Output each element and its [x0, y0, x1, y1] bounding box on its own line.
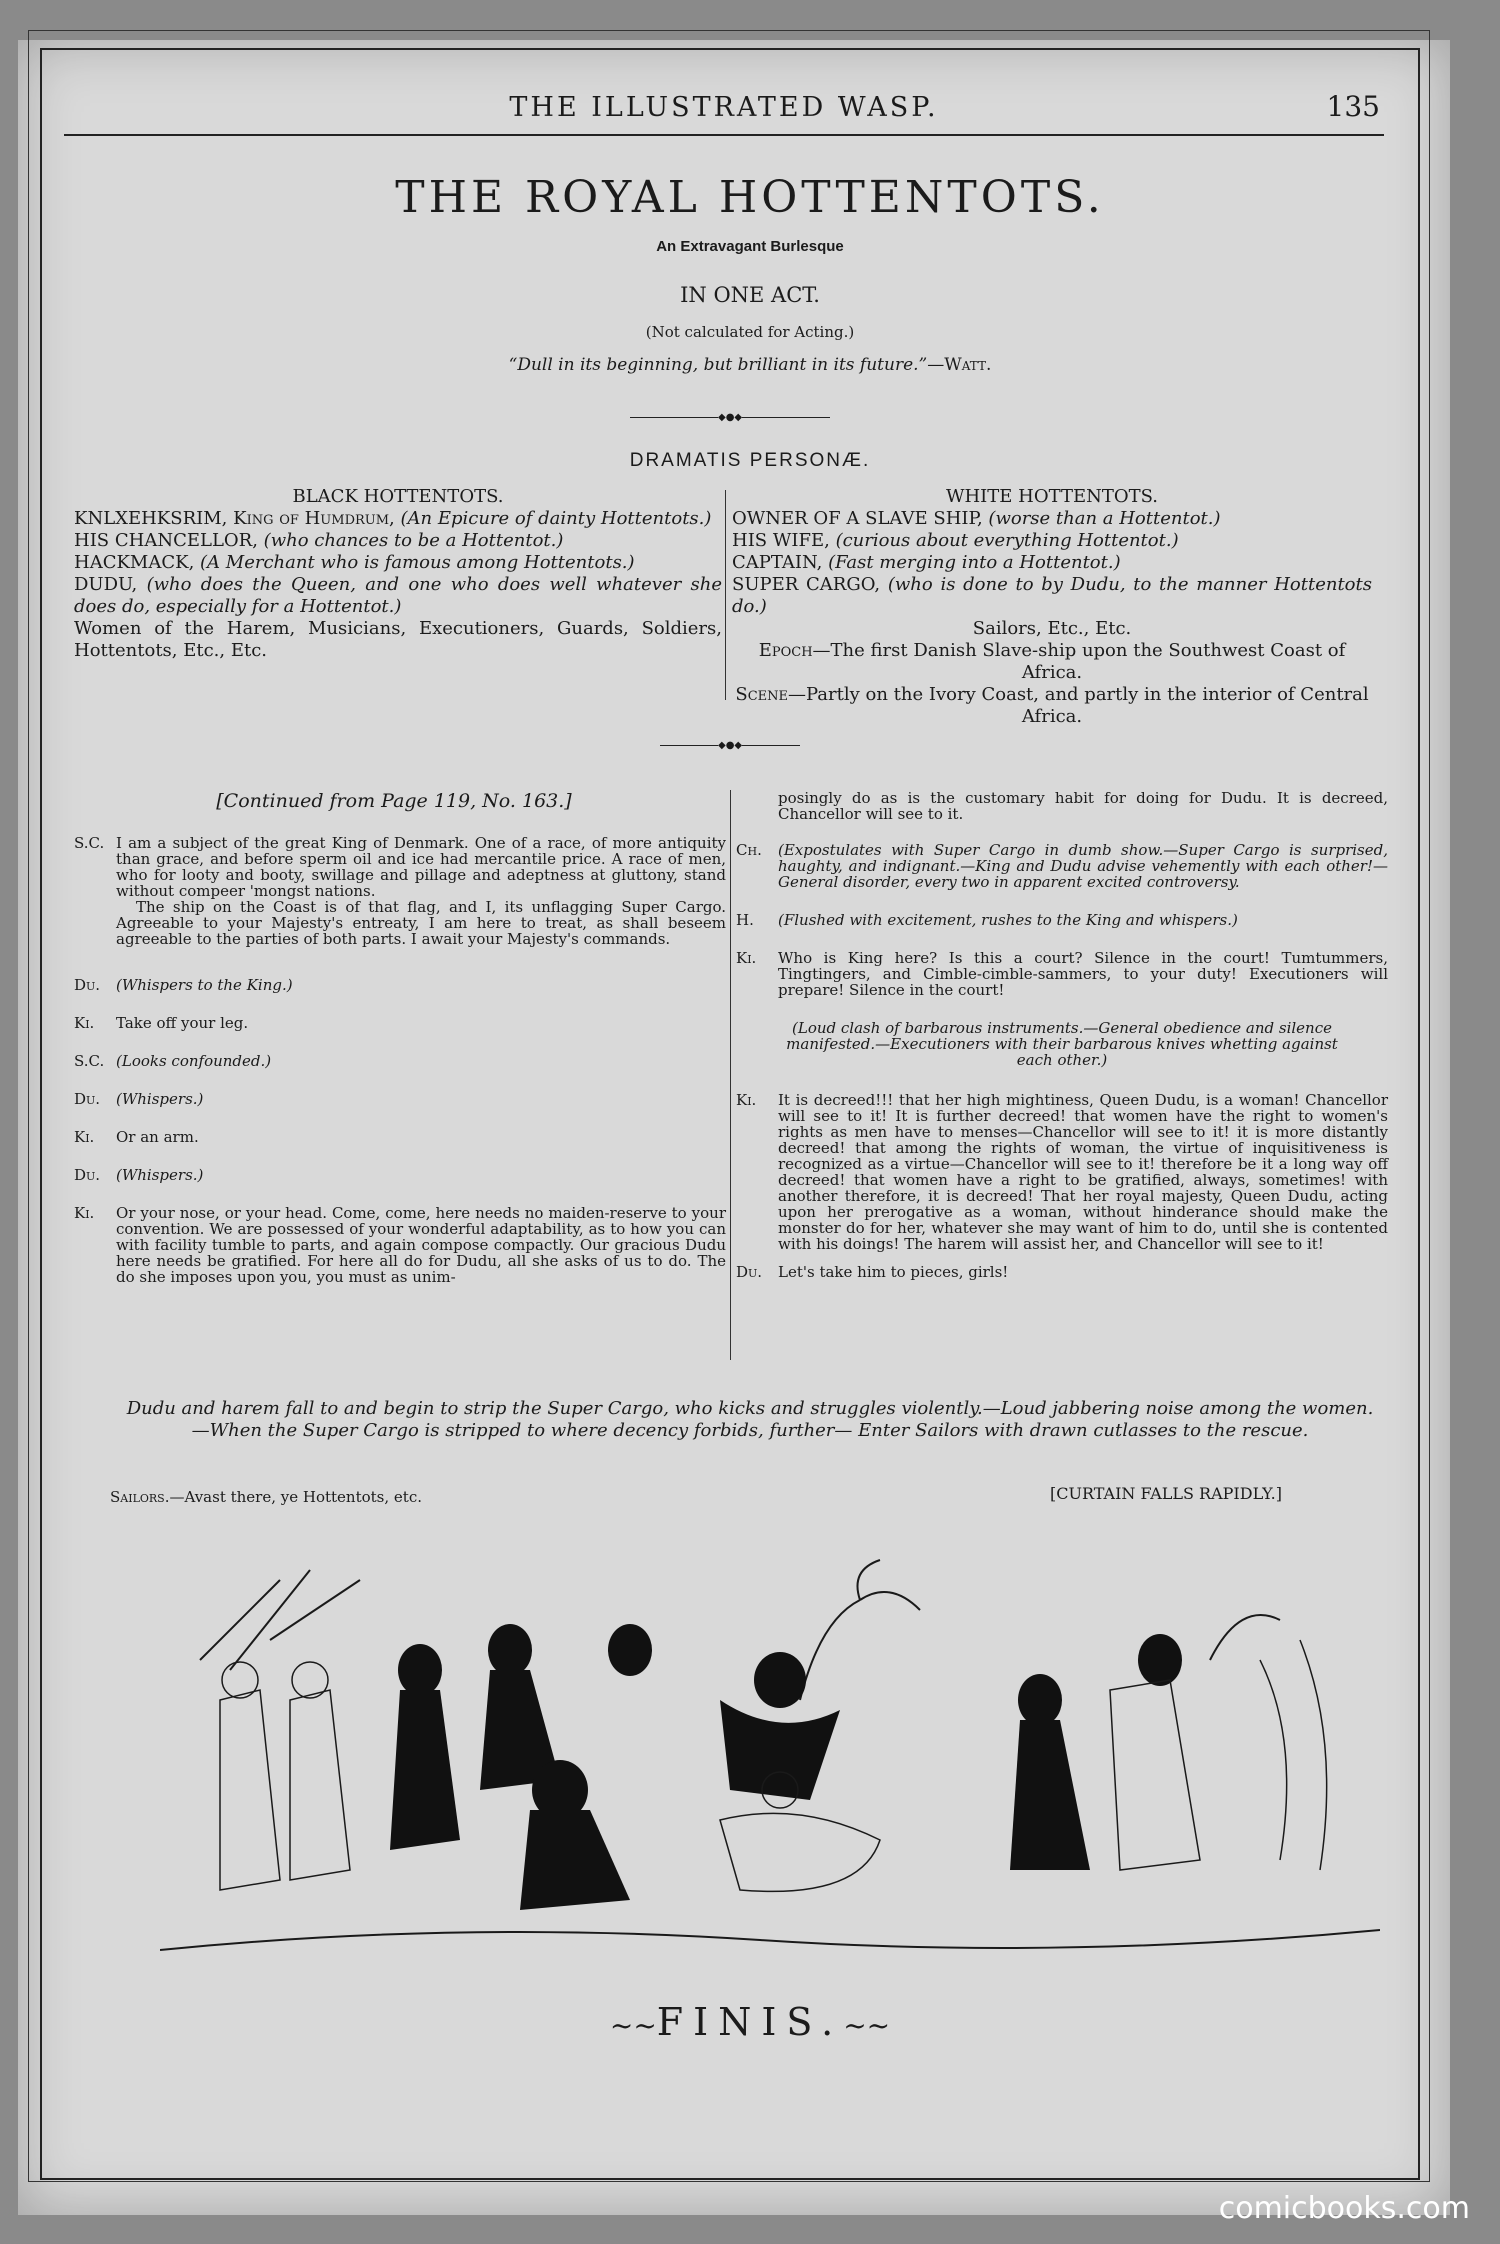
continued-note: [Continued from Page 119, No. 163.] — [216, 790, 572, 812]
cast-entry: HIS CHANCELLOR, (who chances to be a Hottentot.) — [74, 530, 564, 551]
epigraph-author: Watt. — [944, 355, 992, 375]
flourish-right-icon: ~~ — [843, 2009, 891, 2042]
play-title: THE ROYAL HOTTENTOTS. — [395, 172, 1105, 223]
speaker: Ch. — [736, 841, 762, 859]
speaker: S.C. — [74, 1052, 105, 1070]
act-label: IN ONE ACT. — [680, 283, 820, 307]
masthead — [64, 88, 1384, 136]
speaker: Ki. — [736, 949, 757, 967]
finis-heading: ~~FINIS.~~ — [609, 2000, 891, 2044]
stage-direction: (Loud clash of barbarous instruments.—General obedience and silence manifested.—Executioners with their barbarous knives whetting against each other.) — [786, 1019, 1338, 1069]
speech: Du. Let's take him to pieces, girls! — [736, 1263, 1009, 1281]
flourish-left-icon: ~~ — [609, 2009, 657, 2042]
dramatis-personae-heading: DRAMATIS PERSONÆ. — [629, 450, 871, 471]
cast-extras: Sailors, Etc., Etc. — [972, 618, 1132, 639]
sailors-line: Sailors.—Avast there, ye Hottentots, etc. — [110, 1488, 422, 1506]
cast-entry: OWNER OF A SLAVE SHIP, (worse than a Hottentot.) — [732, 508, 1221, 529]
speaker: Du. — [736, 1263, 763, 1281]
cast-column-divider — [725, 490, 726, 700]
speaker: H. — [736, 911, 754, 929]
ornament-divider: ◆●◆ — [630, 412, 830, 424]
cast-entry: SUPER CARGO, (who is done to by Dudu, to the manner Hottentots do.) — [732, 574, 1372, 617]
cast-entry: HACKMACK, (A Merchant who is famous among Hottentots.) — [74, 552, 635, 573]
cast-entry: HIS WIFE, (curious about everything Hottentot.) — [732, 530, 1179, 551]
epoch-line: Epoch—The first Danish Slave-ship upon the Southwest Coast of Africa. — [758, 640, 1346, 683]
speaker: Ki. — [74, 1204, 95, 1222]
speaker: Ki. — [736, 1091, 757, 1109]
cast-entry: CAPTAIN, (Fast merging into a Hottentot.) — [732, 552, 1121, 573]
epigraph-quote: “Dull in its beginning, but brilliant in its future.”— — [508, 355, 945, 375]
masthead-title: THE ILLUSTRATED WASP. — [509, 92, 939, 123]
speaker: Du. — [74, 1166, 101, 1184]
speech: Ki. Or your nose, or your head. Come, come, here needs no maiden-reserve to your convention. We are possessed of your wonderful adaptability, as to how you can with facility tumble to parts, and again compose compactly. Our gracious Dudu here needs be gratified. For here all do for Dudu, all she asks of us to do. The do she imposes upon you, you must as unim- — [74, 1204, 726, 1286]
ornament-divider: ◆●◆ — [660, 740, 800, 752]
play-subtitle: An Extravagant Burlesque — [656, 238, 844, 255]
cast-white-heading: WHITE HOTTENTOTS. — [945, 486, 1159, 507]
speaker: S.C. — [74, 834, 105, 852]
cast-black-heading: BLACK HOTTENTOTS. — [292, 486, 504, 507]
speaker: Du. — [74, 976, 101, 994]
cast-black-column — [74, 486, 722, 662]
speech: Ki. Take off your leg. — [74, 1014, 249, 1032]
cartoon-illustration — [160, 1540, 1380, 1980]
acting-note: (Not calculated for Acting.) — [645, 323, 855, 341]
cast-entry: KNLXEHKSRIM, King of Humdrum, (An Epicure of dainty Hottentots.) — [74, 508, 712, 529]
speech: Ki. It is decreed!!! that her high mightiness, Queen Dudu, is a woman! Chancellor will see to it! It is further decreed! that women have the right to women's rights as men have to menses—Chancellor will see to it! it is more distantly decreed! that among the rights of woman, the virtue of inquisitiveness is recognized as a virtue—Chancellor will see to it! therefore be it a long way off decreed! that women have a right to be gratified, always, sometimes! with another therefore, it is decreed! That her royal majesty, Queen Dudu, acting upon her prerogative as a woman, without hinderance should make the monster do for her, whatever she may want of him to do, until she is contented with his doings! The harem will assist her, and Chancellor will see to it! — [736, 1091, 1388, 1253]
carry-over-text: posingly do as is the customary habit for doing for Dudu. It is decreed, Chancellor will see to it. — [778, 789, 1388, 823]
speaker: Ki. — [74, 1128, 95, 1146]
cast-white-column — [732, 486, 1372, 728]
speech: S.C. I am a subject of the great King of Denmark. One of a race, of more antiquity than grace, and before sperm oil and ice had mercantile price. A race of men, who for looty and booty, swillage and pillage and adeptness at gluttony, stand without compeer 'mongst nations. The ship on the Coast is of that flag, and I, its unflagging Super Cargo. Agreeable to your Majesty's entreaty, I am here to treat, as shall beseem agreeable to the parties of both parts. I await your Majesty's commands. — [74, 834, 726, 948]
speech: S.C. (Looks confounded.) — [74, 1052, 272, 1070]
speech: H. (Flushed with excitement, rushes to the King and whispers.) — [736, 911, 1238, 929]
curtain-direction: [CURTAIN FALLS RAPIDLY.] — [1050, 1484, 1282, 1503]
scene-line: Scene—Partly on the Ivory Coast, and partly in the interior of Central Africa. — [735, 684, 1369, 727]
speech: Ch. (Expostulates with Super Cargo in dumb show.—Super Cargo is surprised, haughty, and indignant.—King and Dudu advise vehemently with each other!—General disorder, every two in apparent excited controversy. — [736, 841, 1388, 891]
epigraph — [0, 355, 1500, 375]
dialog-right-column — [736, 790, 1388, 1280]
cast-entry: DUDU, (who does the Queen, and one who does well whatever she does do, especially for a Hottentot.) — [74, 574, 722, 617]
speech: Du. (Whispers.) — [74, 1166, 204, 1184]
speech: Ki. Who is King here? Is this a court? Silence in the court! Tumtummers, Tingtingers, and Cimble-cimble-sammers, to your duty! Executioners will prepare! Silence in the court! — [736, 949, 1388, 999]
dialog-column-divider — [730, 790, 731, 1360]
speech: Du. (Whispers.) — [74, 1090, 204, 1108]
speaker: Ki. — [74, 1014, 95, 1032]
speech: Ki. Or an arm. — [74, 1128, 199, 1146]
cast-extras: Women of the Harem, Musicians, Executioners, Guards, Soldiers, Hottentots, Etc., Etc. — [74, 618, 722, 661]
closing-stage-direction: Dudu and harem fall to and begin to strip the Super Cargo, who kicks and struggles violently.—Loud jabbering noise among the women.—When the Super Cargo is stripped to where decency forbids, further— Enter Sailors with drawn cutlasses to the rescue. — [126, 1398, 1374, 1441]
speaker: Du. — [74, 1090, 101, 1108]
speech: Du. (Whispers to the King.) — [74, 976, 293, 994]
watermark: comicbooks.com — [1218, 2191, 1470, 2226]
page-number: 135 — [1326, 90, 1380, 123]
dialog-left-column — [74, 835, 726, 1285]
